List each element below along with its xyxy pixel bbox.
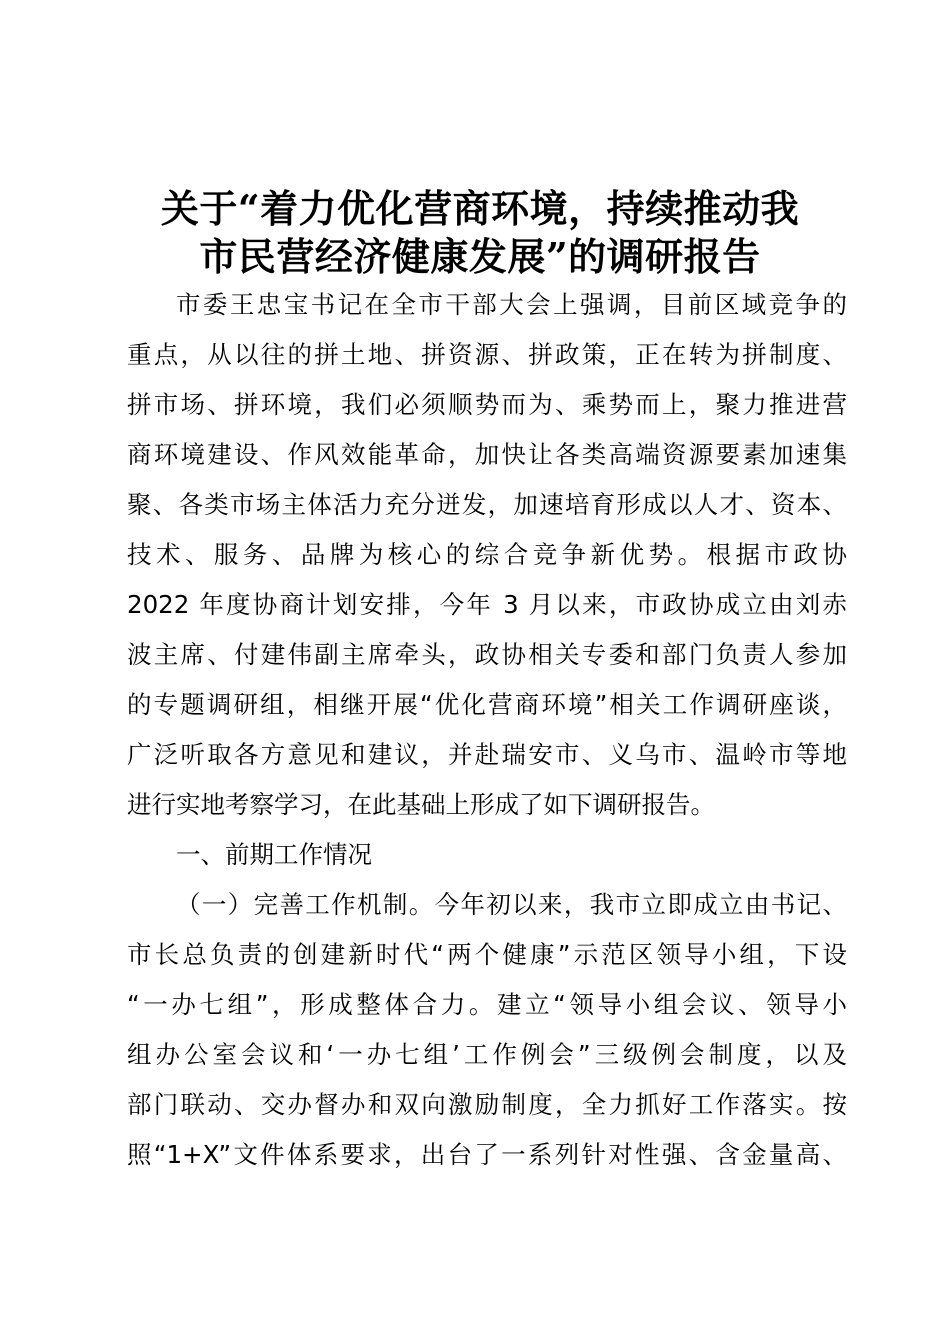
intro-paragraph-line: 商环境建设、作风效能革命，加快让各类高端资源要素加速集 [127, 440, 847, 469]
intro-paragraph-line: 广泛听取各方意见和建议，并赴瑞安市、义乌市、温岭市等地 [127, 740, 847, 769]
document-title-line-2: 市民营经济健康发展”的调研报告 [199, 234, 761, 279]
subsection-paragraph-line: “一办七组”，形成整体合力。建立“领导小组会议、领导小 [127, 990, 847, 1019]
intro-paragraph-line: 市委王忠宝书记在全市干部大会上强调，目前区域竞争的 [176, 290, 847, 319]
intro-paragraph-line: 进行实地考察学习，在此基础上形成了如下调研报告。 [127, 790, 715, 819]
subsection-paragraph-line: 部门联动、交办督办和双向激励制度，全力抓好工作落实。按 [127, 1090, 847, 1119]
intro-paragraph-line: 波主席、付建伟副主席牵头，政协相关专委和部门负责人参加 [127, 640, 847, 669]
intro-paragraph-line: 技术、服务、品牌为核心的综合竞争新优势。根据市政协 [127, 540, 847, 569]
intro-paragraph-line: 2022 年度协商计划安排，今年 3 月以来，市政协成立由刘赤 [127, 590, 847, 619]
document-title-line-1: 关于“着力优化营商环境，持续推动我 [160, 186, 800, 231]
section-heading: 一、前期工作情况 [176, 840, 372, 869]
subsection-paragraph-line: 市长总负责的创建新时代“两个健康”示范区领导小组，下设 [127, 940, 847, 969]
intro-paragraph-line: 聚、各类市场主体活力充分迸发，加速培育形成以人才、资本、 [127, 490, 847, 519]
subsection-paragraph-line: 组办公室会议和‘一办七组’工作例会”三级例会制度，以及 [127, 1040, 847, 1069]
intro-paragraph-line: 拼市场、拼环境，我们必须顺势而为、乘势而上，聚力推进营 [127, 390, 847, 419]
intro-paragraph-line: 的专题调研组，相继开展“优化营商环境”相关工作调研座谈， [127, 690, 847, 719]
subsection-paragraph-line: 照“1+X”文件体系要求，出台了一系列针对性强、含金量高、 [127, 1140, 847, 1169]
subsection-paragraph-line: （一）完善工作机制。今年初以来，我市立即成立由书记、 [176, 890, 847, 919]
intro-paragraph-line: 重点，从以往的拼土地、拼资源、拼政策，正在转为拼制度、 [127, 340, 847, 369]
